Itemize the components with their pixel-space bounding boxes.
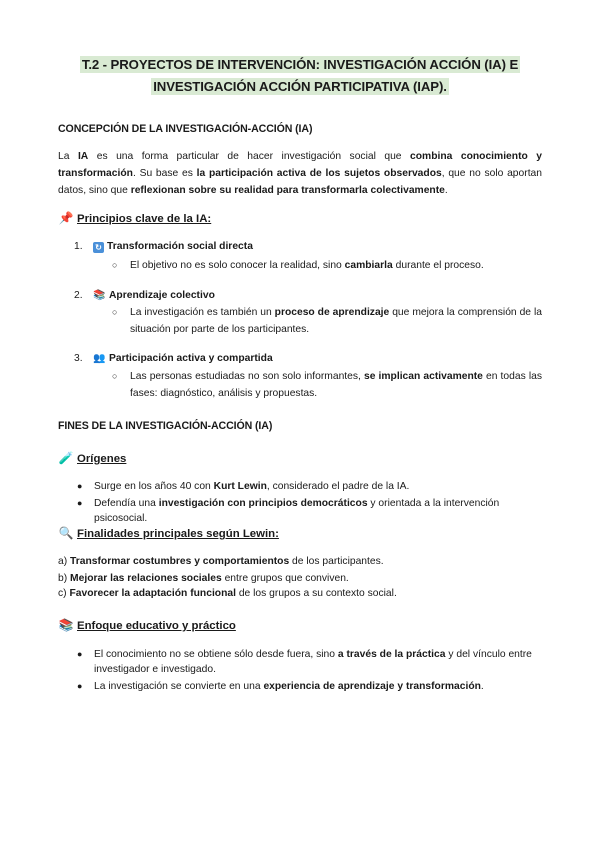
goals-heading: 🔍 Finalidades principales según Lewin: [58, 526, 279, 540]
bullet-icon: ● [77, 481, 83, 491]
intro-paragraph: La IA es una forma particular de hacer investigación social que combina conocimiento y transformación. Su base es la participación activa de los sujetos observados, que no solo aportan datos, sino que reflexionan sobre su realidad para transformarla colectivamente. [58, 151, 543, 197]
principle-detail: ○ Las personas estudiadas no son solo informantes, se implican activamente en todas las fases: diagnóstico, análisis y propuestas. [112, 368, 542, 402]
circle-bullet-icon: ○ [112, 307, 118, 317]
list-item: ● Defendía una investigación con principios democráticos y orientada a la intervención psicosocial. [77, 498, 500, 525]
books-icon: 📚 [93, 290, 106, 301]
magnifier-icon: 🔍 [58, 526, 74, 540]
circle-bullet-icon: ○ [112, 260, 118, 270]
bullet-icon: ● [77, 681, 83, 691]
goal-line: b) Mejorar las relaciones sociales entre grupos que conviven. [58, 573, 349, 584]
bullet-icon: ● [77, 649, 83, 659]
principle-number: 1. [74, 241, 83, 252]
goal-line: a) Transformar costumbres y comportamientos de los participantes. [58, 556, 384, 567]
books-icon: 📚 [58, 618, 74, 632]
arrows-cycle-icon: ↻ [93, 242, 104, 253]
principle-number: 3. [74, 353, 83, 364]
list-item: ● La investigación se convierte en una experiencia de aprendizaje y transformación. [77, 679, 542, 694]
section-heading-fines: FINES DE LA INVESTIGACIÓN-ACCIÓN (IA) [58, 420, 273, 432]
pushpin-icon: 📌 [58, 211, 74, 225]
principle-title: 👥 Participación activa y compartida [93, 353, 273, 364]
section-heading-concepcion: CONCEPCIÓN DE LA INVESTIGACIÓN-ACCIÓN (IA) [58, 123, 313, 135]
title-line-1: T.2 - PROYECTOS DE INTERVENCIÓN: INVESTIGACIÓN ACCIÓN (IA) E [81, 57, 519, 72]
principle-title: 📚 Aprendizaje colectivo [93, 290, 215, 301]
principle-title: ↻ Transformación social directa [93, 241, 253, 253]
goal-line: c) Favorecer la adaptación funcional de los grupos a su contexto social. [58, 588, 397, 599]
origins-heading: 🧪 Orígenes [58, 451, 127, 465]
principle-detail: ○ La investigación es también un proceso de aprendizaje que mejora la comprensión de la situación por parte de los participantes. [112, 304, 542, 338]
list-item: ● Surge en los años 40 con Kurt Lewin, considerado el padre de la IA. [77, 479, 542, 494]
principles-heading: 📌 Principios clave de la IA: [58, 211, 212, 225]
people-icon: 👥 [93, 353, 106, 364]
test-tube-icon: 🧪 [58, 451, 74, 465]
bullet-icon: ● [77, 498, 83, 508]
list-item: ● El conocimiento no se obtiene sólo desde fuera, sino a través de la práctica y del vínculo entre investigador e investigado. [77, 649, 532, 676]
page-title [60, 54, 540, 98]
circle-bullet-icon: ○ [112, 371, 118, 381]
approach-heading: 📚 Enfoque educativo y práctico [58, 618, 236, 632]
principle-detail: ○ El objetivo no es solo conocer la realidad, sino cambiarla durante el proceso. [112, 257, 542, 274]
principle-number: 2. [74, 290, 83, 301]
title-line-2: INVESTIGACIÓN ACCIÓN PARTICIPATIVA (IAP). [153, 79, 447, 94]
